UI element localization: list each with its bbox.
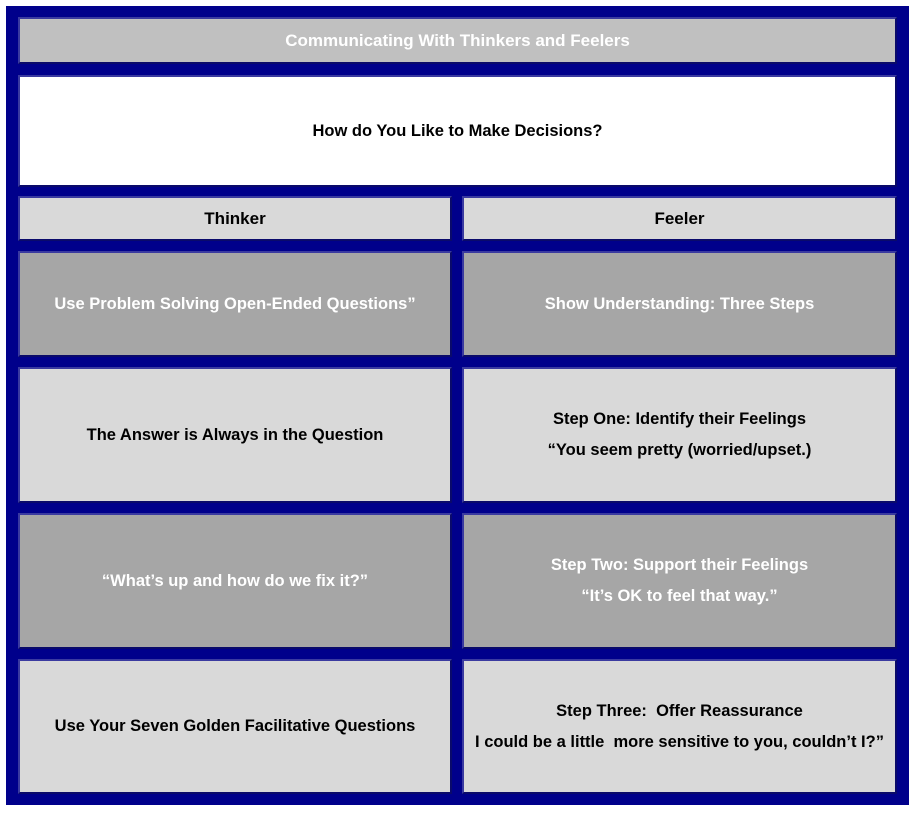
thinker-header <box>18 196 452 241</box>
thinker-cell-2-text: The Answer is Always in the Question <box>86 425 384 444</box>
feeler-cell-2-heading: Step One: Identify their Feelings <box>552 410 807 428</box>
feeler-cell-4-quote: I could be a little more sensitive to you, couldn’t I?” <box>475 732 884 751</box>
question-box <box>18 75 897 187</box>
feeler-header <box>462 196 897 241</box>
thinker-cell-1 <box>18 251 452 357</box>
feeler-cell-3 <box>462 513 897 649</box>
thinker-cell-3-text: “What’s up and how do we fix it?” <box>101 571 369 590</box>
feeler-cell-4 <box>462 659 897 794</box>
feeler-header-label: Feeler <box>654 209 705 228</box>
feeler-cell-4-heading: Step Three: Offer Reassurance <box>556 701 803 720</box>
thinker-header-label: Thinker <box>204 209 266 228</box>
feeler-cell-2-quote: “You seem pretty (worried/upset.) <box>547 441 812 459</box>
feeler-cell-1-text: Show Understanding: Three Steps <box>544 294 815 313</box>
question-text: How do You Like to Make Decisions? <box>312 121 603 140</box>
diagram-title-text: Communicating With Thinkers and Feelers <box>285 31 630 50</box>
thinker-cell-4 <box>18 659 452 794</box>
thinker-cell-2 <box>18 367 452 503</box>
thinker-cell-1-text: Use Problem Solving Open-Ended Questions” <box>54 294 416 313</box>
thinker-cell-3 <box>18 513 452 649</box>
feeler-cell-1 <box>462 251 897 357</box>
feeler-cell-3-quote: “It’s OK to feel that way.” <box>581 587 778 605</box>
feeler-cell-2 <box>462 367 897 503</box>
feeler-cell-3-heading: Step Two: Support their Feelings <box>550 556 809 574</box>
thinker-cell-4-text: Use Your Seven Golden Facilitative Questions <box>54 717 416 735</box>
diagram-title <box>18 17 897 64</box>
